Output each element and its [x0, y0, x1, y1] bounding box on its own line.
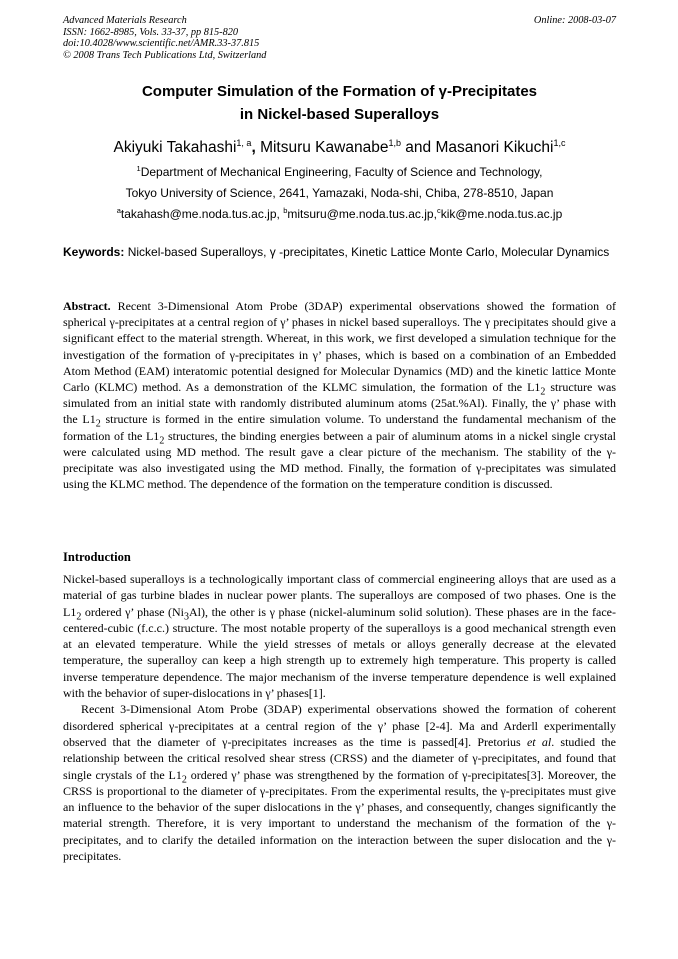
author-affiliation-mark: 1,b [388, 137, 401, 148]
affiliation-block [63, 162, 616, 225]
title-line-1: Computer Simulation of the Formation of γ-Precipitates [141, 83, 538, 100]
doi-line: doi:10.4028/www.scientific.net/AMR.33-37.815 [63, 38, 260, 50]
title-line-2: in Nickel-based Superalloys [239, 106, 440, 123]
subscript: 2 [181, 773, 187, 785]
subscript: 2 [95, 418, 101, 430]
abstract-label: Abstract. [63, 299, 111, 313]
keywords-label: Keywords: [63, 245, 125, 259]
introduction-body [63, 571, 616, 864]
author-name: Masanori Kikuchi [435, 139, 554, 156]
author-list [63, 138, 616, 158]
email-address: takahash@me.noda.tus.ac.jp, [120, 207, 284, 221]
issn-line: ISSN: 1662-8985, Vols. 33-37, pp 815-820 [63, 26, 239, 38]
copyright-line: © 2008 Trans Tech Publications Ltd, Switzerland [63, 49, 267, 61]
affiliation-line-1 [63, 162, 616, 183]
intro-text: ordered γ’ phase was strengthened by the formation of γ-precipitates[3]. Moreover, the CRSS is proportional to the diameter of γ-precipitates. From the experimental results, the γ-precipitates must give an influence to the behavior of the super dislocations in the γ’ phases, and consequently, changes significantly the material strength. Therefore, it is very important to understand the mechanism of the formation of the γ-precipitates, and to clarify the detailed information on the interaction between the super dislocation and the γ-precipitates. [63, 767, 616, 864]
keywords-section [63, 244, 616, 261]
subscript: 2 [76, 610, 82, 622]
email-mark: b [283, 206, 288, 215]
affiliation-mark: 1 [136, 164, 141, 173]
subscript: 2 [159, 435, 165, 447]
intro-text: ordered γ’ phase (Ni [81, 604, 185, 619]
author-affiliation-mark: 1, a [236, 137, 252, 148]
subscript: 2 [540, 386, 546, 398]
abstract-text: structures, the binding energies between a pair of aluminum atoms in a nickel single crystal were calculated using MD method. The result gave a clear picture of the mechanism. The stability of the γ-precipitate was also investigated using the MD method. Finally, the formation of γ-precipitates was simulated using the KLMC method. The dependence of the formation on the temperature condition is discussed. [63, 428, 616, 492]
email-address: mitsuru@me.noda.tus.ac.jp, [287, 207, 437, 221]
intro-text: Al), the other is γ phase (nickel-aluminum solid solution). These phases are in the face-centered-cubic (f.c.c.) structure. The most notable property of the superalloys is a good mechanical strength even at an elevated temperature. While the yield stresses of metals or alloys generally decrease at the elevated temperature, the superalloy can keep a high strength up to extremely high temperature. This property is called inverse temperature dependence. The major mechanism of the inverse temperature dependence is well explained with the behavior of super-dislocations in γ’ phases[1]. [63, 604, 616, 701]
email-address: kik@me.noda.tus.ac.jp [440, 207, 563, 221]
intro-paragraph-1 [63, 571, 616, 701]
intro-paragraph-2 [63, 701, 616, 864]
intro-italic-text: et al [526, 734, 552, 749]
intro-text: Nickel-based superalloys is a technologically important class of commercial engineering alloys that are used as a material of gas turbine blades in nuclear power plants. The superalloys are composed of two phases. One is the L1 [63, 572, 616, 619]
journal-name: Advanced Materials Research [63, 15, 187, 26]
email-mark: c [436, 206, 441, 215]
affiliation-line-2: Tokyo University of Science, 2641, Yamazaki, Noda-shi, Chiba, 278-8510, Japan [125, 186, 554, 200]
introduction-heading: Introduction [63, 550, 131, 564]
paper-title [63, 80, 616, 126]
intro-text: Recent 3-Dimensional Atom Probe (3DAP) experimental observations showed the formation of coherent disordered spherical γ-precipitates at a central region of the γ’ phase [2-4]. Ma and Arderll experimentally observed that the diameter of γ-precipitates increases as the time is passed[4]. Pretorius [63, 702, 616, 749]
subscript: 3 [184, 610, 190, 622]
abstract-text: Recent 3-Dimensional Atom Probe (3DAP) experimental observations showed the formation of spherical γ-precipitates at a central region of γ’ phases in nickel based superalloys. The γ precipitates should give a significant effect to the material strength. Whereat, in this work, we first developed a simulation technique for the investigation of the formation of γ-precipitates in γ’ phases, which is based on a combination of an Embedded Atom Method (EAM) interatomic potential designed for Molecular Dynamics (MD) and the kinetic lattice Monte Carlo (KLMC) method. As a demonstration of the KLMC simulation, the formation of the L1 [63, 299, 616, 395]
abstract-text: structure is formed in the entire simulation volume. To understand the fundamental mechanism of the formation of the L1 [63, 412, 616, 443]
author-name: Mitsuru Kawanabe [260, 139, 389, 156]
author-separator: and [400, 139, 436, 156]
journal-header [63, 15, 616, 61]
online-date: Online: 2008-03-07 [533, 15, 616, 26]
author-separator: , [251, 139, 261, 156]
abstract-section [63, 298, 616, 492]
author-affiliation-mark: 1,c [553, 137, 566, 148]
author-name: Akiyuki Takahashi [113, 139, 237, 156]
affiliation-text: Department of Mechanical Engineering, Faculty of Science and Technology, [140, 165, 543, 179]
email-line [63, 204, 616, 225]
abstract-text: structure was simulated from an initial state with randomly distributed aluminum atoms (25at.%Al). Finally, the γ’ phase with the L1 [63, 380, 616, 427]
keywords-text: Nickel-based Superalloys, γ -precipitates, Kinetic Lattice Monte Carlo, Molecular Dynamics [124, 245, 610, 259]
email-mark: a [116, 206, 121, 215]
intro-text: . studied the relationship between the critical resolved shear stress (CRSS) and the diameter of γ-precipitates, and found that single crystals of the L1 [63, 734, 616, 782]
